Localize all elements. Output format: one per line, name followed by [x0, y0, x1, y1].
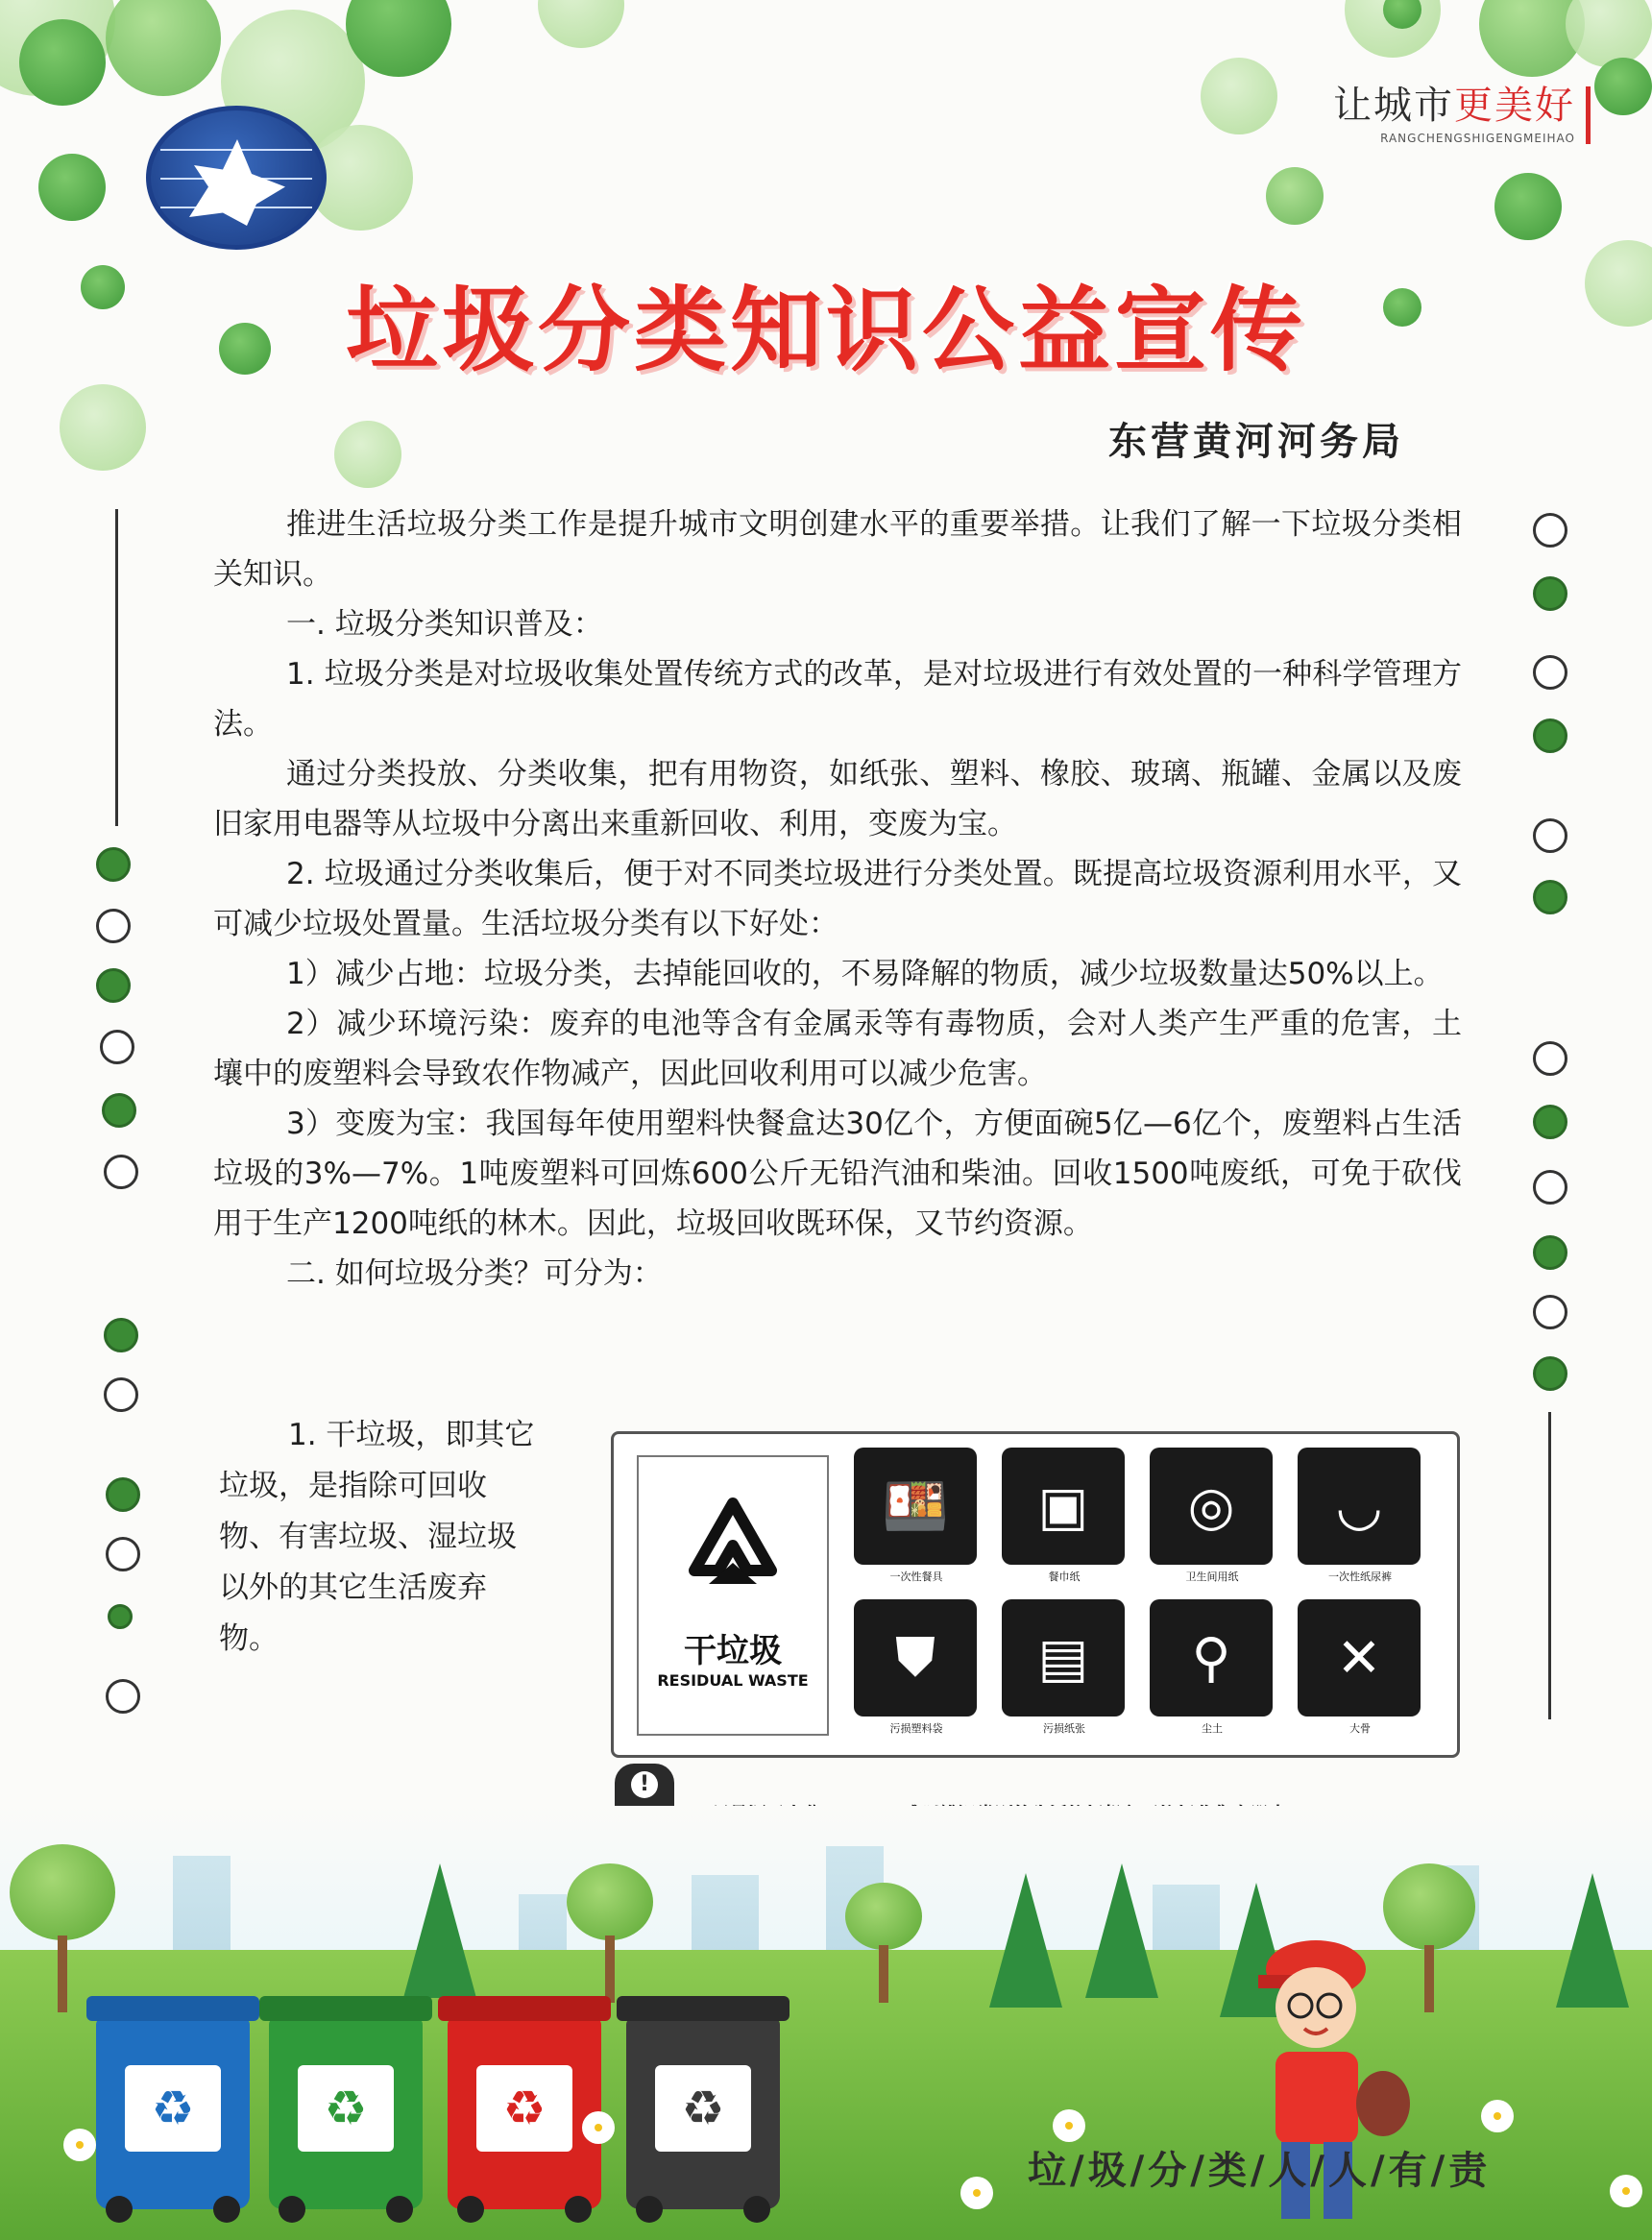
- pine-tree: [1556, 1873, 1629, 2008]
- page-title: 垃圾分类知识公益宣传: [346, 277, 1306, 384]
- waste-item: [1002, 1599, 1127, 1736]
- daisy: [1614, 2179, 1639, 2203]
- slogan-pinyin: RANGCHENGSHIGENGMEIHAO: [1380, 132, 1575, 145]
- decor-dot: [1533, 880, 1567, 914]
- decor-ring: [1533, 1041, 1567, 1076]
- decor-dot: [102, 1093, 136, 1128]
- daisy: [964, 2180, 989, 2205]
- waste-item-label: 餐巾纸: [1048, 1570, 1081, 1583]
- decor-bubble: [1494, 173, 1562, 240]
- slogan-prefix: 让城市: [1333, 84, 1454, 128]
- left-divider-line: [115, 509, 118, 826]
- decor-ring: [1533, 513, 1567, 548]
- paragraph: 3）变废为宝：我国每年使用塑料快餐盒达30亿个，方便面碗5亿—6亿个，废塑料占生活垃圾的3%—7%。1吨废塑料可回炼600公斤无铅汽油和柴油。回收1500吨废纸，可免于砍伐用于生产1200吨纸的林木。因此，垃圾回收既环保，又节约资源。: [213, 1107, 1462, 1241]
- decor-bubble: [334, 421, 401, 488]
- dry-waste-description: 1. 干垃圾，即其它垃圾，是指除可回收物、有害垃圾、湿垃圾以外的其它生活废弃物。: [219, 1418, 535, 1656]
- organization-name: 东营黄河河务局: [1108, 419, 1404, 464]
- decor-bubble: [1566, 0, 1652, 67]
- plastic-bag-icon: ⛊: [854, 1599, 977, 1717]
- paragraph: 通过分类投放、分类收集，把有用物资，如纸张、塑料、橡胶、玻璃、瓶罐、金属以及废旧家用电器等从垃圾中分离出来重新回收、利用，变废为宝。: [213, 757, 1462, 841]
- decor-ring: [106, 1537, 140, 1571]
- decor-dot: [1533, 1235, 1567, 1270]
- footer-motto: 垃/圾/分/类/人/人/有/责: [1028, 2148, 1492, 2193]
- waste-item-label: 污损纸张: [1043, 1722, 1085, 1735]
- waste-item: [1002, 1448, 1127, 1584]
- residual-waste-badge: [637, 1455, 829, 1736]
- decor-dot: [96, 968, 131, 1003]
- decor-bubble: [19, 19, 106, 106]
- decor-dot: [104, 1318, 138, 1352]
- section-heading: 一. 垃圾分类知识普及：: [286, 607, 603, 642]
- tissue-box-icon: ▣: [1002, 1448, 1125, 1565]
- daisy: [67, 2132, 92, 2157]
- residual-waste-title-cn: 干垃圾: [684, 1632, 782, 1670]
- paragraph: 2）减少环境污染：废弃的电池等含有金属汞等有毒物质，会对人类产生严重的危害，土壤中的废塑料会导致农作物减产，因此回收利用可以减少危害。: [213, 1007, 1462, 1091]
- section-heading: 二. 如何垃圾分类？可分为：: [286, 1256, 663, 1291]
- recycling-bin-red: [448, 2017, 601, 2209]
- waste-item-label: 一次性餐具: [889, 1570, 943, 1583]
- paragraph: 推进生活垃圾分类工作是提升城市文明创建水平的重要举措。让我们了解一下垃圾分类相关知识。: [213, 507, 1462, 592]
- paragraph: 1. 垃圾分类是对垃圾收集处置传统方式的改革，是对垃圾进行有效处置的一种科学管理方法。: [213, 657, 1462, 742]
- decor-bubble: [60, 384, 146, 471]
- waste-item: [1150, 1448, 1275, 1584]
- waste-item: [854, 1448, 979, 1584]
- decor-ring: [96, 909, 131, 943]
- waste-item-label: 污损塑料袋: [889, 1722, 943, 1735]
- recycle-icon: ♻: [476, 2065, 572, 2152]
- decor-bubble: [1266, 167, 1324, 225]
- decor-dot: [1533, 1105, 1567, 1139]
- recycling-bin-green: [269, 2017, 423, 2209]
- waste-item: [1298, 1448, 1422, 1584]
- decor-ring: [104, 1377, 138, 1412]
- daisy: [1057, 2113, 1081, 2138]
- paragraph: 2. 垃圾通过分类收集后，便于对不同类垃圾进行分类处置。既提高垃圾资源利用水平，又可减少垃圾处置量。生活垃圾分类有以下好处：: [213, 857, 1462, 941]
- waste-item-label: 一次性纸尿裤: [1328, 1570, 1392, 1583]
- daisy: [586, 2115, 611, 2140]
- right-divider-line: [1548, 1412, 1551, 1719]
- takeout-container-icon: 🍱: [854, 1448, 977, 1565]
- decor-dot: [108, 1604, 133, 1629]
- waste-item: [1150, 1599, 1275, 1736]
- residual-waste-symbol-icon: [680, 1496, 786, 1601]
- slogan-accent-bar: [1586, 86, 1591, 144]
- exclamation-icon: !: [631, 1771, 658, 1798]
- pine-tree: [1085, 1863, 1158, 1998]
- slogan-highlight: 更美好: [1454, 84, 1575, 128]
- pine-tree: [989, 1873, 1062, 2008]
- decor-bubble: [1594, 58, 1652, 115]
- decor-dot: [1533, 576, 1567, 611]
- decor-ring: [104, 1155, 138, 1189]
- decor-ring: [1533, 655, 1567, 690]
- recycle-icon: ♻: [125, 2065, 221, 2152]
- waste-item: [854, 1599, 979, 1736]
- toilet-paper-icon: ◎: [1150, 1448, 1273, 1565]
- decor-ring: [100, 1030, 134, 1064]
- waste-item-label: 大骨: [1349, 1722, 1371, 1735]
- diaper-icon: ◡: [1298, 1448, 1421, 1565]
- article-body: [213, 499, 1462, 1299]
- recycle-icon: ♻: [655, 2065, 751, 2152]
- decor-ring: [1533, 818, 1567, 853]
- bone-icon: ✕: [1298, 1599, 1421, 1717]
- organization-logo: [146, 106, 327, 250]
- decor-dot: [96, 847, 131, 882]
- decor-ring: [1533, 1295, 1567, 1329]
- decor-bubble: [1201, 58, 1277, 134]
- decor-ring: [106, 1679, 140, 1714]
- slogan-text: [1333, 75, 1575, 130]
- recycling-bin-blue: [96, 2017, 250, 2209]
- waste-item: [1298, 1599, 1422, 1736]
- decor-dot: [1533, 718, 1567, 753]
- residual-waste-panel: [611, 1431, 1460, 1758]
- decor-bubble: [538, 0, 624, 48]
- paragraph: 1）减少占地：垃圾分类，去掉能回收的，不易降解的物质，减少垃圾数量达50%以上。: [286, 957, 1444, 991]
- decor-dot: [106, 1477, 140, 1512]
- residual-waste-title-en: RESIDUAL WASTE: [657, 1671, 809, 1690]
- pine-tree: [403, 1863, 476, 1998]
- decor-bubble: [38, 154, 106, 221]
- decor-bubble: [106, 0, 221, 96]
- decor-dot: [1533, 1356, 1567, 1391]
- daisy: [1485, 2104, 1510, 2129]
- stained-paper-icon: ▤: [1002, 1599, 1125, 1717]
- slogan: [1333, 75, 1575, 145]
- waste-item-label: 尘土: [1202, 1722, 1223, 1735]
- broom-dust-icon: ⚲: [1150, 1599, 1273, 1717]
- decor-ring: [1533, 1170, 1567, 1205]
- recycling-bin-gray: [626, 2017, 780, 2209]
- recycle-icon: ♻: [298, 2065, 394, 2152]
- waste-item-label: 卫生间用纸: [1185, 1570, 1239, 1583]
